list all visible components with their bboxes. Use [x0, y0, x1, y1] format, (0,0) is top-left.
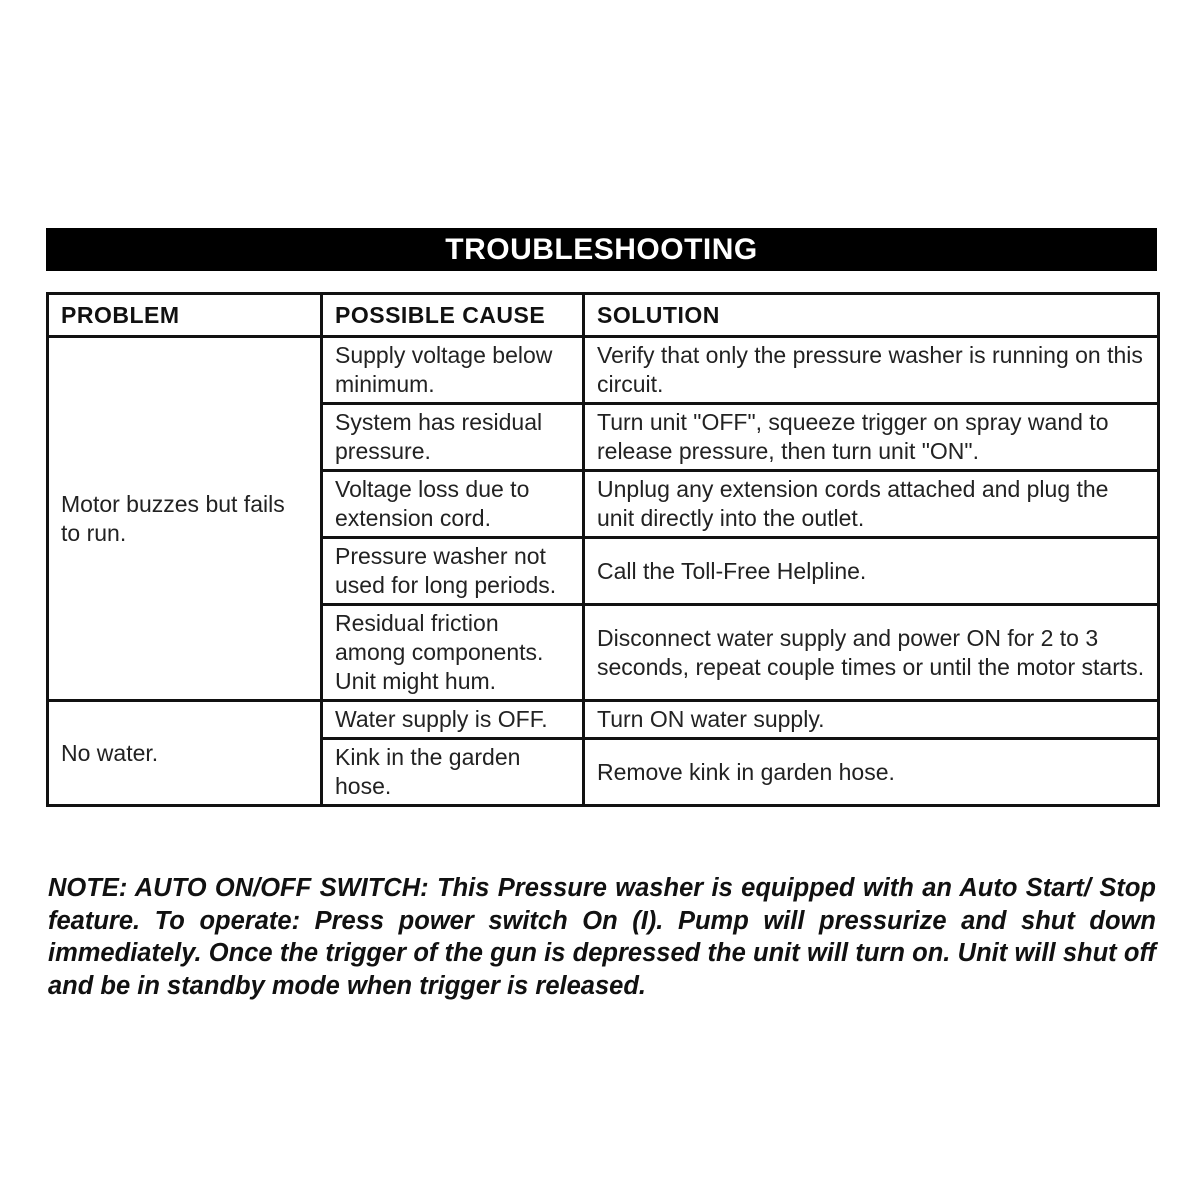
cause-cell: Kink in the garden hose. [322, 739, 584, 806]
table-row [48, 337, 1159, 404]
problem-cell: No water. [48, 701, 322, 806]
solution-cell: Turn unit "OFF", squeeze trigger on spray wand to release pressure, then turn unit "ON". [584, 404, 1159, 471]
cause-cell: Pressure washer not used for long periods. [322, 538, 584, 605]
solution-cell: Disconnect water supply and power ON for 2 to 3 seconds, repeat couple times or until the motor starts. [584, 605, 1159, 701]
cause-cell: Voltage loss due to extension cord. [322, 471, 584, 538]
header-possible-cause: POSSIBLE CAUSE [322, 294, 584, 337]
troubleshooting-table [46, 292, 1160, 807]
cause-cell: Residual friction among components. Unit might hum. [322, 605, 584, 701]
header-solution: SOLUTION [584, 294, 1159, 337]
solution-cell: Verify that only the pressure washer is running on this circuit. [584, 337, 1159, 404]
cause-cell: Water supply is OFF. [322, 701, 584, 739]
table-row [48, 701, 1159, 739]
solution-cell: Unplug any extension cords attached and plug the unit directly into the outlet. [584, 471, 1159, 538]
auto-switch-note: NOTE: AUTO ON/OFF SWITCH: This Pressure washer is equipped with an Auto Start/ Stop feature. To operate: Press power switch On (I). Pump will pressurize and shut down immediately. Once the trigger of the gun is depressed the unit will turn on. Unit will shut off and be in standby mode when trigger is released. [48, 874, 1156, 1000]
cause-cell: System has residual pressure. [322, 404, 584, 471]
solution-cell: Turn ON water supply. [584, 701, 1159, 739]
table-header-row [48, 294, 1159, 337]
header-problem: PROBLEM [48, 294, 322, 337]
solution-cell: Call the Toll-Free Helpline. [584, 538, 1159, 605]
problem-cell: Motor buzzes but fails to run. [48, 337, 322, 701]
cause-cell: Supply voltage below minimum. [322, 337, 584, 404]
solution-cell: Remove kink in garden hose. [584, 739, 1159, 806]
troubleshooting-title: TROUBLESHOOTING [46, 228, 1157, 271]
